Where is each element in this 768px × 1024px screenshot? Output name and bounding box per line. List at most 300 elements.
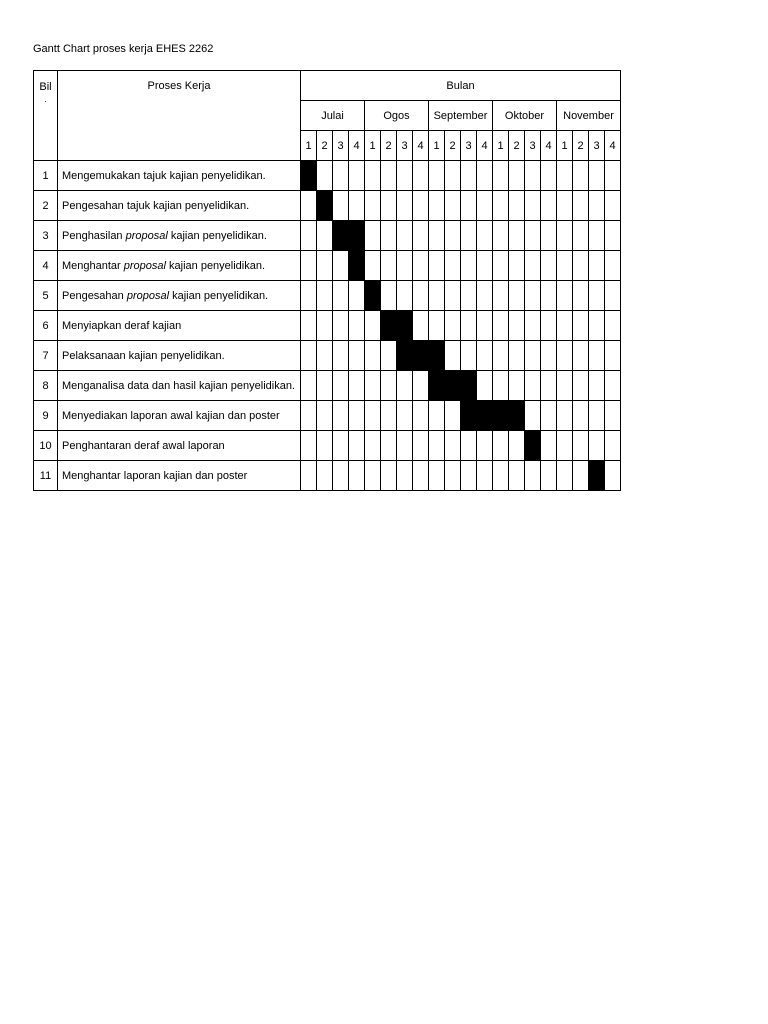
week-header-september-2: 2 <box>445 131 461 161</box>
gantt-cell <box>349 161 365 191</box>
gantt-cell <box>477 281 493 311</box>
gantt-cell <box>493 281 509 311</box>
gantt-cell <box>493 311 509 341</box>
gantt-cell <box>333 341 349 371</box>
gantt-cell <box>317 311 333 341</box>
gantt-cell <box>397 431 413 461</box>
task-name <box>58 311 301 341</box>
gantt-cell <box>541 191 557 221</box>
week-header-november-1: 1 <box>557 131 573 161</box>
gantt-cell <box>589 251 605 281</box>
gantt-cell <box>461 251 477 281</box>
gantt-bar-cell <box>333 221 349 251</box>
gantt-cell <box>301 221 317 251</box>
task-number: 6 <box>34 311 58 341</box>
task-name-text: Pelaksanaan kajian penyelidikan. <box>62 349 225 362</box>
week-header-oktober-2: 2 <box>509 131 525 161</box>
gantt-cell <box>509 431 525 461</box>
gantt-cell <box>509 281 525 311</box>
gantt-cell <box>525 461 541 491</box>
gantt-cell <box>605 221 621 251</box>
gantt-cell <box>445 191 461 221</box>
gantt-cell <box>541 311 557 341</box>
gantt-cell <box>333 281 349 311</box>
gantt-bar-cell <box>461 401 477 431</box>
week-header-julai-2: 2 <box>317 131 333 161</box>
gantt-cell <box>317 461 333 491</box>
gantt-cell <box>493 191 509 221</box>
gantt-cell <box>557 371 573 401</box>
task-row <box>34 341 621 371</box>
gantt-cell <box>573 191 589 221</box>
gantt-cell <box>365 461 381 491</box>
task-row <box>34 161 621 191</box>
gantt-cell <box>605 191 621 221</box>
gantt-cell <box>509 161 525 191</box>
week-header-ogos-1: 1 <box>365 131 381 161</box>
gantt-cell <box>413 221 429 251</box>
gantt-bar-cell <box>397 341 413 371</box>
week-header-ogos-2: 2 <box>381 131 397 161</box>
gantt-cell <box>445 311 461 341</box>
gantt-cell <box>365 401 381 431</box>
gantt-cell <box>461 191 477 221</box>
gantt-cell <box>605 431 621 461</box>
gantt-cell <box>381 431 397 461</box>
gantt-cell <box>445 221 461 251</box>
gantt-cell <box>573 371 589 401</box>
bil-header <box>34 71 58 161</box>
gantt-cell <box>301 371 317 401</box>
task-row <box>34 431 621 461</box>
task-row <box>34 401 621 431</box>
gantt-cell <box>605 251 621 281</box>
gantt-bar-cell <box>461 371 477 401</box>
gantt-cell <box>317 341 333 371</box>
week-header-september-3: 3 <box>461 131 477 161</box>
gantt-cell <box>445 431 461 461</box>
week-header-ogos-3: 3 <box>397 131 413 161</box>
gantt-cell <box>557 431 573 461</box>
gantt-cell <box>397 281 413 311</box>
gantt-cell <box>461 281 477 311</box>
gantt-cell <box>493 251 509 281</box>
gantt-cell <box>429 431 445 461</box>
gantt-cell <box>461 311 477 341</box>
gantt-cell <box>589 311 605 341</box>
gantt-cell <box>445 461 461 491</box>
gantt-cell <box>573 461 589 491</box>
gantt-cell <box>381 401 397 431</box>
task-number: 3 <box>34 221 58 251</box>
gantt-table <box>33 70 621 491</box>
task-row <box>34 251 621 281</box>
gantt-cell <box>397 251 413 281</box>
gantt-cell <box>493 431 509 461</box>
task-name-text: Menghantar laporan kajian dan poster <box>62 469 248 482</box>
gantt-cell <box>349 431 365 461</box>
gantt-cell <box>333 251 349 281</box>
gantt-cell <box>349 281 365 311</box>
task-row <box>34 221 621 251</box>
task-number: 11 <box>34 461 58 491</box>
gantt-cell <box>429 281 445 311</box>
gantt-cell <box>525 251 541 281</box>
gantt-cell <box>525 311 541 341</box>
gantt-bar-cell <box>349 221 365 251</box>
month-julai: Julai <box>301 101 365 131</box>
gantt-cell <box>477 311 493 341</box>
gantt-cell <box>413 311 429 341</box>
week-header-november-3: 3 <box>589 131 605 161</box>
bil-header-label: Bil <box>39 81 52 93</box>
gantt-cell <box>333 191 349 221</box>
gantt-cell <box>397 161 413 191</box>
task-name <box>58 401 301 431</box>
task-name <box>58 161 301 191</box>
gantt-cell <box>301 341 317 371</box>
gantt-bar-cell <box>429 341 445 371</box>
task-name <box>58 251 301 281</box>
gantt-cell <box>605 461 621 491</box>
gantt-bar-cell <box>349 251 365 281</box>
task-row <box>34 281 621 311</box>
month-september: September <box>429 101 493 131</box>
gantt-cell <box>413 461 429 491</box>
task-number: 1 <box>34 161 58 191</box>
gantt-bar-cell <box>509 401 525 431</box>
gantt-cell <box>461 461 477 491</box>
gantt-cell <box>557 461 573 491</box>
task-name-text: Pengesahan tajuk kajian penyelidikan. <box>62 199 250 212</box>
task-name-text: Menyiapkan deraf kajian <box>62 319 182 332</box>
task-row <box>34 311 621 341</box>
gantt-cell <box>413 281 429 311</box>
gantt-cell <box>445 281 461 311</box>
gantt-cell <box>301 311 317 341</box>
gantt-cell <box>397 221 413 251</box>
task-name-text: kajian penyelidikan. <box>165 259 266 272</box>
gantt-bar-cell <box>445 371 461 401</box>
gantt-cell <box>413 401 429 431</box>
gantt-cell <box>333 461 349 491</box>
week-header-julai-3: 3 <box>333 131 349 161</box>
gantt-cell <box>477 341 493 371</box>
gantt-cell <box>413 371 429 401</box>
bulan-header: Bulan <box>301 71 621 101</box>
week-header-oktober-4: 4 <box>541 131 557 161</box>
gantt-bar-cell <box>301 161 317 191</box>
gantt-cell <box>333 401 349 431</box>
gantt-cell <box>349 401 365 431</box>
gantt-cell <box>445 251 461 281</box>
task-name <box>58 461 301 491</box>
gantt-cell <box>349 191 365 221</box>
gantt-cell <box>381 251 397 281</box>
gantt-cell <box>429 311 445 341</box>
gantt-cell <box>605 401 621 431</box>
week-header-julai-1: 1 <box>301 131 317 161</box>
gantt-cell <box>381 281 397 311</box>
task-name <box>58 341 301 371</box>
task-name <box>58 281 301 311</box>
gantt-cell <box>509 311 525 341</box>
gantt-cell <box>589 281 605 311</box>
task-name-text: Menyediakan laporan awal kajian dan poster <box>62 409 280 422</box>
gantt-cell <box>541 461 557 491</box>
gantt-bar-cell <box>397 311 413 341</box>
gantt-cell <box>541 431 557 461</box>
gantt-cell <box>493 371 509 401</box>
gantt-cell <box>541 401 557 431</box>
gantt-cell <box>301 431 317 461</box>
gantt-cell <box>509 341 525 371</box>
gantt-cell <box>541 371 557 401</box>
task-name-italic: proposal <box>125 229 168 242</box>
gantt-cell <box>413 431 429 461</box>
gantt-cell <box>573 311 589 341</box>
gantt-cell <box>573 431 589 461</box>
gantt-cell <box>573 281 589 311</box>
gantt-cell <box>557 191 573 221</box>
gantt-cell <box>365 161 381 191</box>
gantt-cell <box>381 341 397 371</box>
task-number: 10 <box>34 431 58 461</box>
task-row <box>34 371 621 401</box>
gantt-cell <box>461 221 477 251</box>
gantt-cell <box>301 251 317 281</box>
gantt-cell <box>381 221 397 251</box>
task-name <box>58 191 301 221</box>
gantt-cell <box>493 221 509 251</box>
gantt-cell <box>477 221 493 251</box>
gantt-cell <box>589 371 605 401</box>
task-name-text: kajian penyelidikan. <box>167 229 267 242</box>
gantt-cell <box>301 461 317 491</box>
header-row-top <box>34 71 621 101</box>
week-header-oktober-3: 3 <box>525 131 541 161</box>
gantt-cell <box>525 191 541 221</box>
gantt-cell <box>445 401 461 431</box>
gantt-cell <box>605 161 621 191</box>
gantt-cell <box>333 431 349 461</box>
gantt-cell <box>365 191 381 221</box>
gantt-cell <box>301 191 317 221</box>
gantt-cell <box>461 431 477 461</box>
week-header-oktober-1: 1 <box>493 131 509 161</box>
gantt-cell <box>397 401 413 431</box>
gantt-cell <box>333 371 349 401</box>
gantt-cell <box>317 251 333 281</box>
gantt-cell <box>461 161 477 191</box>
gantt-cell <box>525 341 541 371</box>
task-name-text: Mengemukakan tajuk kajian penyelidikan. <box>62 169 266 182</box>
gantt-cell <box>301 281 317 311</box>
gantt-cell <box>413 191 429 221</box>
gantt-cell <box>493 341 509 371</box>
month-oktober: Oktober <box>493 101 557 131</box>
gantt-bar-cell <box>381 311 397 341</box>
gantt-cell <box>493 461 509 491</box>
gantt-cell <box>317 371 333 401</box>
gantt-cell <box>397 371 413 401</box>
gantt-cell <box>573 401 589 431</box>
gantt-bar-cell <box>589 461 605 491</box>
week-header-september-1: 1 <box>429 131 445 161</box>
document-title: Gantt Chart proses kerja EHES 2262 <box>33 43 214 55</box>
gantt-cell <box>381 461 397 491</box>
gantt-cell <box>365 341 381 371</box>
task-name-text: Menghantar <box>62 259 124 272</box>
week-header-september-4: 4 <box>477 131 493 161</box>
gantt-cell <box>589 431 605 461</box>
gantt-cell <box>541 281 557 311</box>
gantt-cell <box>317 281 333 311</box>
gantt-cell <box>333 311 349 341</box>
gantt-cell <box>605 281 621 311</box>
gantt-cell <box>573 221 589 251</box>
gantt-cell <box>541 221 557 251</box>
month-november: November <box>557 101 621 131</box>
week-header-julai-4: 4 <box>349 131 365 161</box>
gantt-cell <box>381 371 397 401</box>
gantt-cell <box>413 251 429 281</box>
gantt-cell <box>333 161 349 191</box>
gantt-bar-cell <box>493 401 509 431</box>
gantt-cell <box>589 401 605 431</box>
task-name-text: Penghasilan <box>62 229 126 242</box>
task-number: 8 <box>34 371 58 401</box>
task-number: 5 <box>34 281 58 311</box>
gantt-cell <box>397 461 413 491</box>
gantt-bar-cell <box>525 431 541 461</box>
gantt-cell <box>557 311 573 341</box>
gantt-cell <box>317 221 333 251</box>
task-row <box>34 191 621 221</box>
gantt-cell <box>589 161 605 191</box>
gantt-cell <box>445 161 461 191</box>
gantt-cell <box>573 161 589 191</box>
gantt-cell <box>413 161 429 191</box>
gantt-cell <box>557 341 573 371</box>
gantt-cell <box>557 161 573 191</box>
gantt-cell <box>509 461 525 491</box>
gantt-cell <box>477 461 493 491</box>
gantt-cell <box>429 161 445 191</box>
gantt-cell <box>429 191 445 221</box>
gantt-cell <box>381 191 397 221</box>
task-name-italic: proposal <box>123 259 166 272</box>
gantt-bar-cell <box>477 401 493 431</box>
gantt-cell <box>317 161 333 191</box>
gantt-cell <box>557 251 573 281</box>
gantt-cell <box>349 341 365 371</box>
week-header-ogos-4: 4 <box>413 131 429 161</box>
gantt-cell <box>349 371 365 401</box>
task-name <box>58 431 301 461</box>
gantt-cell <box>461 341 477 371</box>
gantt-cell <box>317 431 333 461</box>
gantt-cell <box>317 401 333 431</box>
gantt-cell <box>525 281 541 311</box>
gantt-cell <box>573 341 589 371</box>
gantt-cell <box>589 341 605 371</box>
gantt-cell <box>445 341 461 371</box>
gantt-cell <box>557 221 573 251</box>
gantt-bar-cell <box>317 191 333 221</box>
gantt-cell <box>557 281 573 311</box>
gantt-cell <box>365 221 381 251</box>
gantt-cell <box>365 311 381 341</box>
gantt-cell <box>477 161 493 191</box>
task-name <box>58 371 301 401</box>
gantt-cell <box>509 371 525 401</box>
gantt-cell <box>541 251 557 281</box>
gantt-cell <box>429 251 445 281</box>
gantt-cell <box>349 461 365 491</box>
task-name-text: Pengesahan <box>62 289 127 302</box>
gantt-cell <box>525 221 541 251</box>
gantt-cell <box>541 341 557 371</box>
task-name-italic: proposal <box>126 289 170 302</box>
gantt-cell <box>509 221 525 251</box>
gantt-cell <box>525 401 541 431</box>
gantt-cell <box>477 431 493 461</box>
gantt-cell <box>605 371 621 401</box>
gantt-cell <box>477 251 493 281</box>
task-name-text: Menganalisa data dan hasil kajian penyelidikan. <box>62 379 295 392</box>
gantt-cell <box>365 371 381 401</box>
task-number: 7 <box>34 341 58 371</box>
gantt-cell <box>509 191 525 221</box>
gantt-cell <box>365 431 381 461</box>
gantt-cell <box>589 221 605 251</box>
gantt-bar-cell <box>365 281 381 311</box>
gantt-cell <box>573 251 589 281</box>
task-number: 2 <box>34 191 58 221</box>
gantt-cell <box>349 311 365 341</box>
task-number: 4 <box>34 251 58 281</box>
gantt-bar-cell <box>429 371 445 401</box>
week-header-november-4: 4 <box>605 131 621 161</box>
bil-header-dot: . <box>44 94 47 104</box>
task-name-text: kajian penyelidikan. <box>169 289 269 302</box>
gantt-bar-cell <box>413 341 429 371</box>
gantt-cell <box>605 341 621 371</box>
gantt-cell <box>381 161 397 191</box>
gantt-cell <box>525 371 541 401</box>
gantt-cell <box>429 461 445 491</box>
task-name-text: Penghantaran deraf awal laporan <box>62 439 225 452</box>
gantt-cell <box>605 311 621 341</box>
gantt-cell <box>301 401 317 431</box>
gantt-cell <box>525 161 541 191</box>
task-row <box>34 461 621 491</box>
month-ogos: Ogos <box>365 101 429 131</box>
gantt-cell <box>429 401 445 431</box>
task-name <box>58 221 301 251</box>
gantt-cell <box>509 251 525 281</box>
gantt-cell <box>477 191 493 221</box>
gantt-cell <box>541 161 557 191</box>
week-header-november-2: 2 <box>573 131 589 161</box>
task-number: 9 <box>34 401 58 431</box>
gantt-cell <box>397 191 413 221</box>
proses-kerja-header: Proses Kerja <box>58 71 301 161</box>
gantt-cell <box>493 161 509 191</box>
gantt-cell <box>589 191 605 221</box>
gantt-cell <box>557 401 573 431</box>
